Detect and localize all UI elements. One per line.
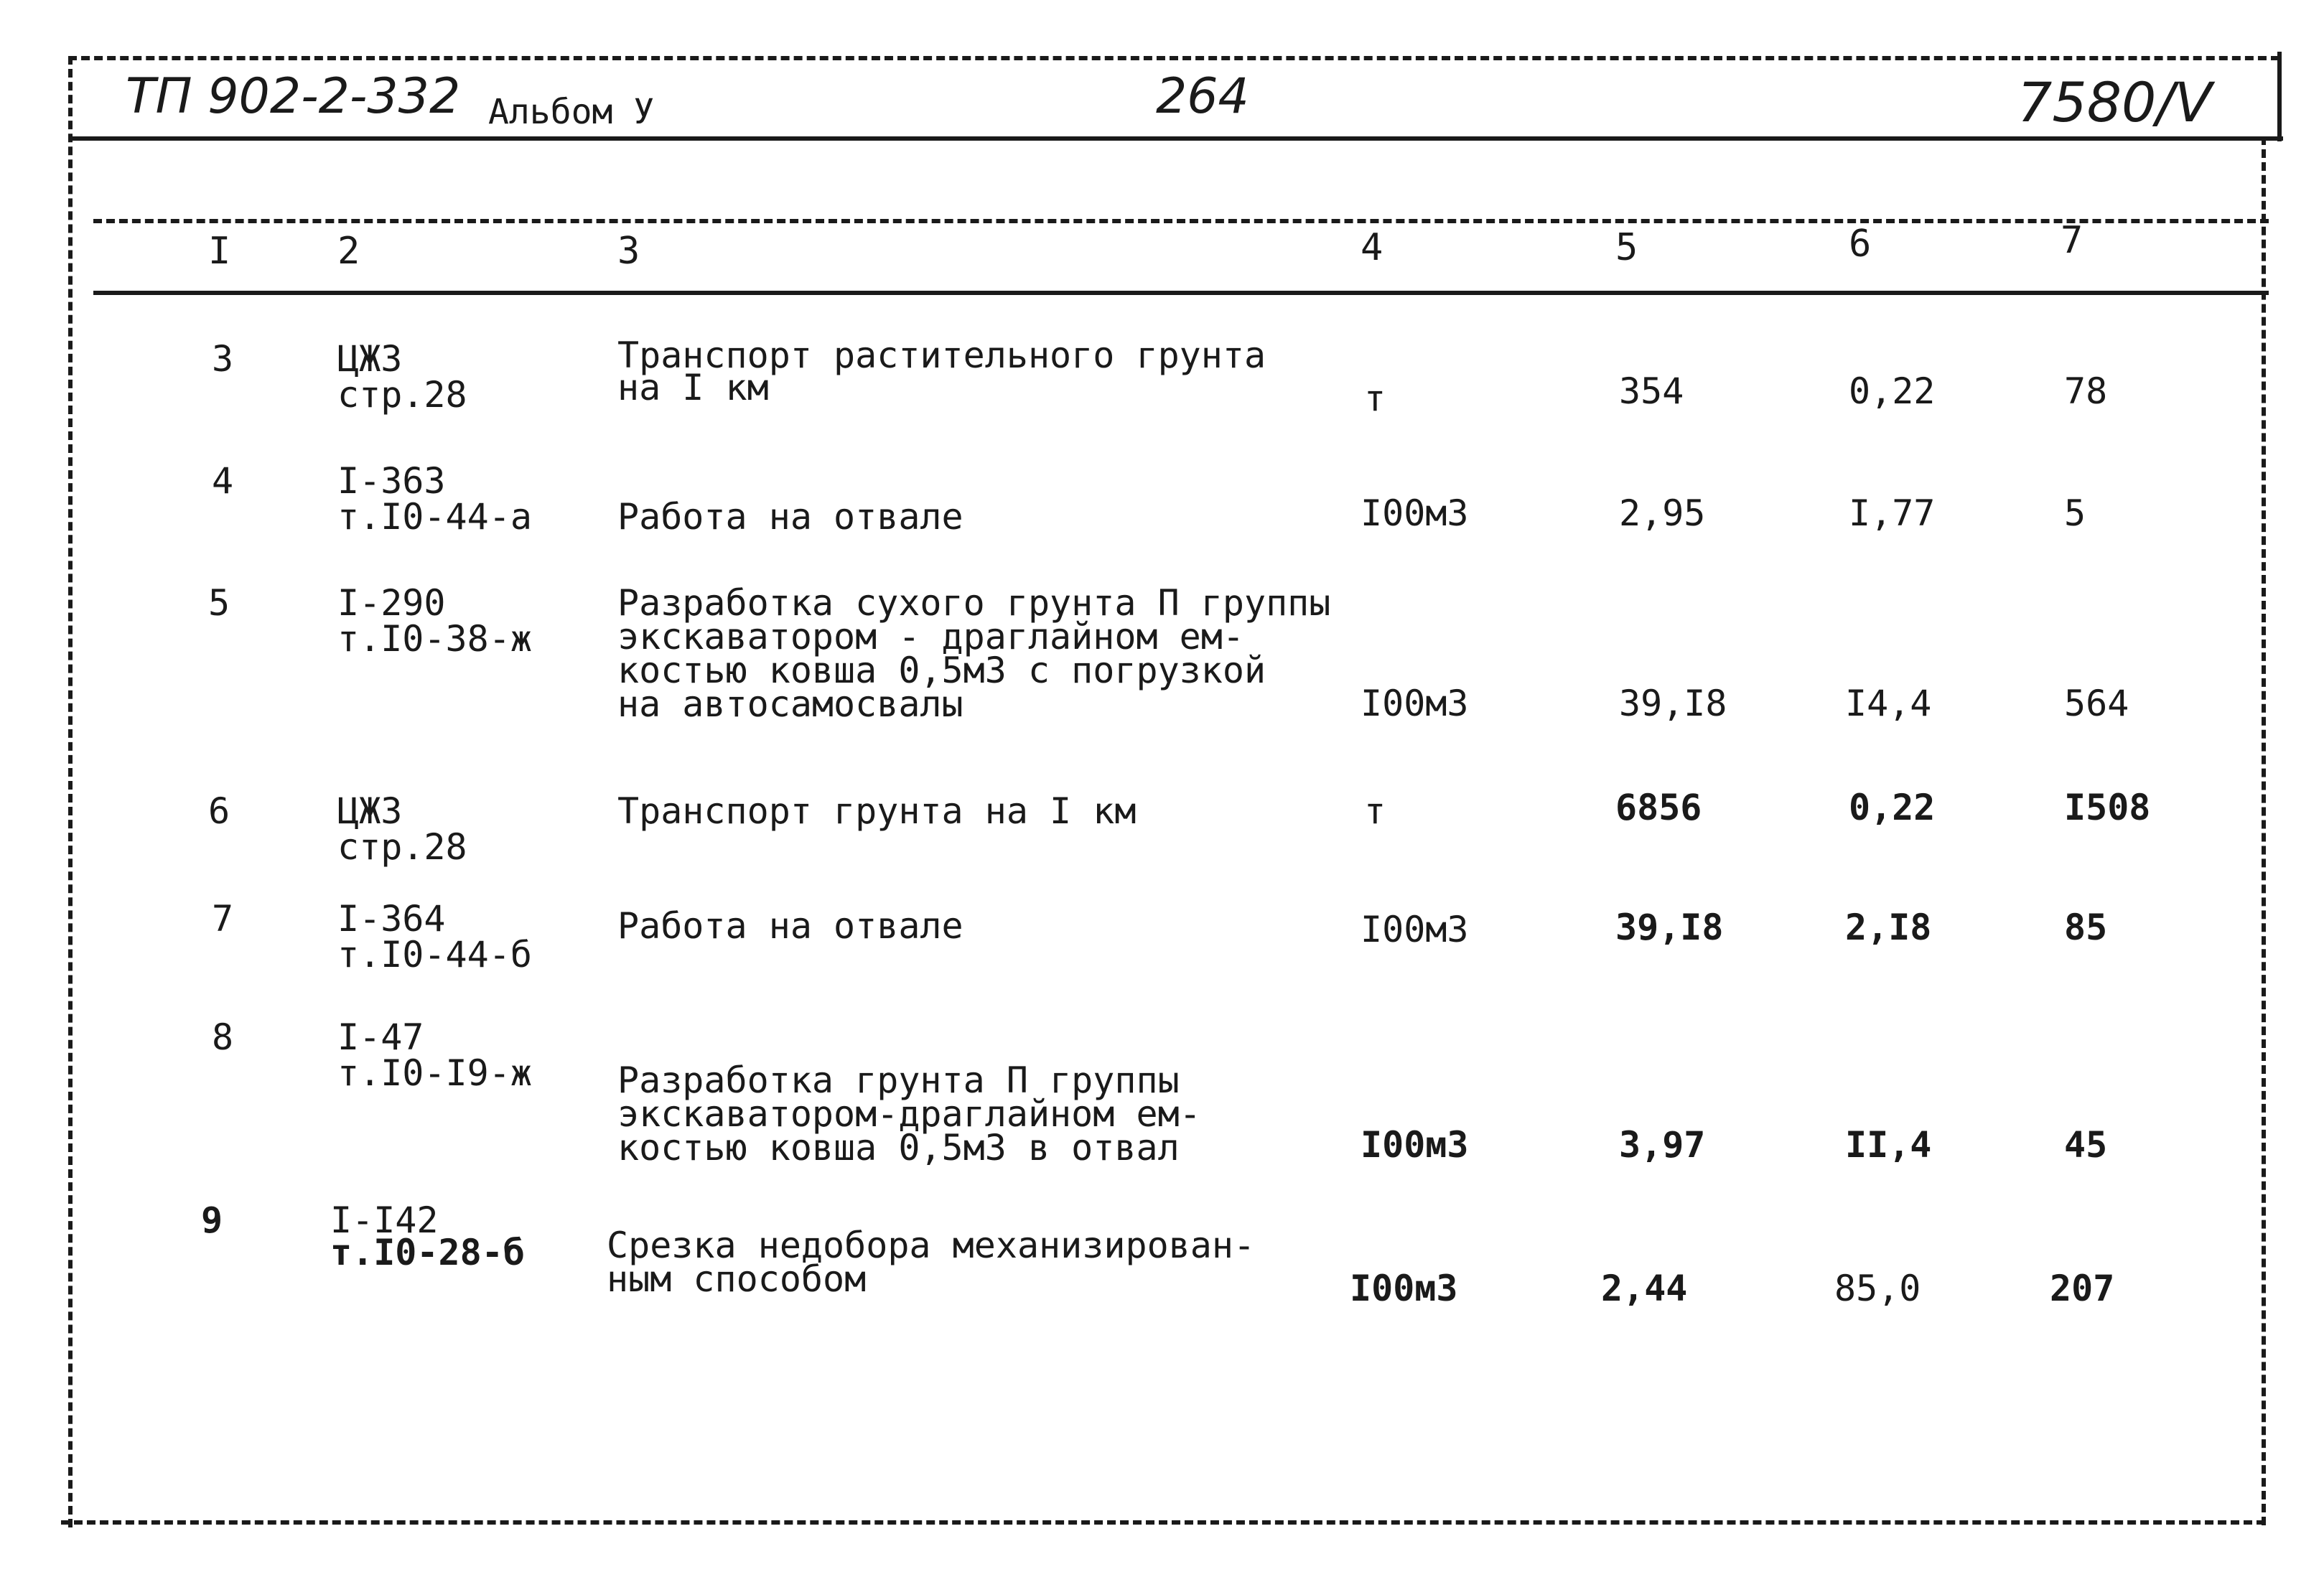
column-header-2: 2 <box>337 230 360 273</box>
row-unit: I00м3 <box>1361 909 1469 950</box>
row-description-line: на автосамосвалы <box>617 683 963 725</box>
row-number: 9 <box>201 1199 223 1241</box>
row-quantity: 39,I8 <box>1619 683 1727 724</box>
header-divider-line <box>68 136 2283 141</box>
page-number: 264 <box>1156 68 1249 125</box>
row-reference-line: I-I42 <box>330 1199 439 1241</box>
row-rate: I,77 <box>1849 492 1936 534</box>
row-description-line: Разработка сухого грунта П группы <box>617 582 1331 624</box>
row-rate: II,4 <box>1845 1124 1932 1166</box>
row-total: 207 <box>2050 1268 2115 1309</box>
row-unit: I00м3 <box>1350 1268 1458 1309</box>
row-quantity: 3,97 <box>1619 1124 1706 1166</box>
column-header-6: 6 <box>1849 223 1872 266</box>
row-reference-line: стр.28 <box>337 374 467 416</box>
row-description-line: экскаватором-драглайном ем- <box>617 1093 1201 1135</box>
row-reference-line: т.I0-44-б <box>337 934 532 975</box>
row-total: 564 <box>2064 683 2129 724</box>
row-quantity: 2,44 <box>1601 1268 1688 1309</box>
row-description-line: на I км <box>617 367 769 408</box>
frame-right-line-top <box>2277 52 2282 141</box>
row-rate: 85,0 <box>1834 1268 1921 1309</box>
row-description-line: ным способом <box>607 1258 867 1300</box>
row-quantity: 354 <box>1619 370 1684 412</box>
row-description-line: Разработка грунта П группы <box>617 1059 1180 1101</box>
row-unit: I00м3 <box>1361 492 1469 534</box>
row-description-line: Срезка недобора механизирован- <box>607 1225 1256 1266</box>
row-reference-line: т.I0-38-ж <box>337 618 532 660</box>
row-quantity: 2,95 <box>1619 492 1706 534</box>
row-reference-line: ЦЖЗ <box>337 338 403 380</box>
frame-bottom-line <box>61 1520 2265 1525</box>
row-reference-line: т.I0-44-а <box>337 496 532 538</box>
sheet-number: 7580/V <box>2017 70 2213 134</box>
row-total: 5 <box>2064 492 2086 534</box>
row-reference-line: т.I0-28-б <box>330 1232 525 1273</box>
document-code: ТП 902-2-332 <box>126 68 461 125</box>
row-rate: I4,4 <box>1845 683 1932 724</box>
column-header-1: I <box>208 230 231 273</box>
row-number: 4 <box>212 460 234 502</box>
frame-left-line <box>68 56 73 1527</box>
row-reference-line: ЦЖЗ <box>337 790 403 832</box>
row-total: I508 <box>2064 787 2151 828</box>
column-header-4: 4 <box>1361 226 1383 269</box>
row-description-line: экскаватором - драглайном ем- <box>617 616 1244 658</box>
row-description-line: Транспорт грунта на I км <box>617 790 1137 832</box>
table-header-bottom-line <box>93 291 2269 295</box>
row-rate: 0,22 <box>1849 370 1936 412</box>
row-rate: 0,22 <box>1849 787 1936 828</box>
row-reference-line: т.I0-I9-ж <box>337 1052 532 1094</box>
row-unit: т <box>1364 790 1386 832</box>
row-total: 45 <box>2064 1124 2108 1166</box>
row-number: 5 <box>208 582 230 624</box>
frame-top-line <box>68 56 2279 60</box>
row-reference-line: I-363 <box>337 460 446 502</box>
column-header-5: 5 <box>1615 226 1638 269</box>
row-description-line: костью ковша 0,5м3 в отвал <box>617 1127 1180 1169</box>
row-description-line: Работа на отвале <box>617 905 963 947</box>
row-description-line: Транспорт растительного грунта <box>617 334 1266 376</box>
column-header-3: 3 <box>617 230 640 273</box>
row-total: 85 <box>2064 907 2108 948</box>
row-unit: I00м3 <box>1361 1124 1469 1166</box>
row-description-line: Работа на отвале <box>617 496 963 538</box>
row-reference-line: стр.28 <box>337 826 467 868</box>
frame-right-line <box>2262 136 2266 1525</box>
row-reference-line: I-47 <box>337 1016 424 1058</box>
row-number: 6 <box>208 790 230 832</box>
table-header-top-line <box>93 219 2269 223</box>
row-unit: I00м3 <box>1361 683 1469 724</box>
row-number: 3 <box>212 338 234 380</box>
row-reference-line: I-364 <box>337 898 446 940</box>
row-unit: т <box>1364 378 1386 419</box>
row-number: 7 <box>212 898 234 940</box>
row-number: 8 <box>212 1016 234 1058</box>
row-quantity: 6856 <box>1615 787 1702 828</box>
column-header-7: 7 <box>2061 219 2083 262</box>
row-rate: 2,I8 <box>1845 907 1932 948</box>
row-total: 78 <box>2064 370 2108 412</box>
row-quantity: 39,I8 <box>1615 907 1724 948</box>
row-description-line: костью ковша 0,5м3 с погрузкой <box>617 650 1266 691</box>
album-label: Альбом У <box>488 92 655 132</box>
row-reference-line: I-290 <box>337 582 446 624</box>
